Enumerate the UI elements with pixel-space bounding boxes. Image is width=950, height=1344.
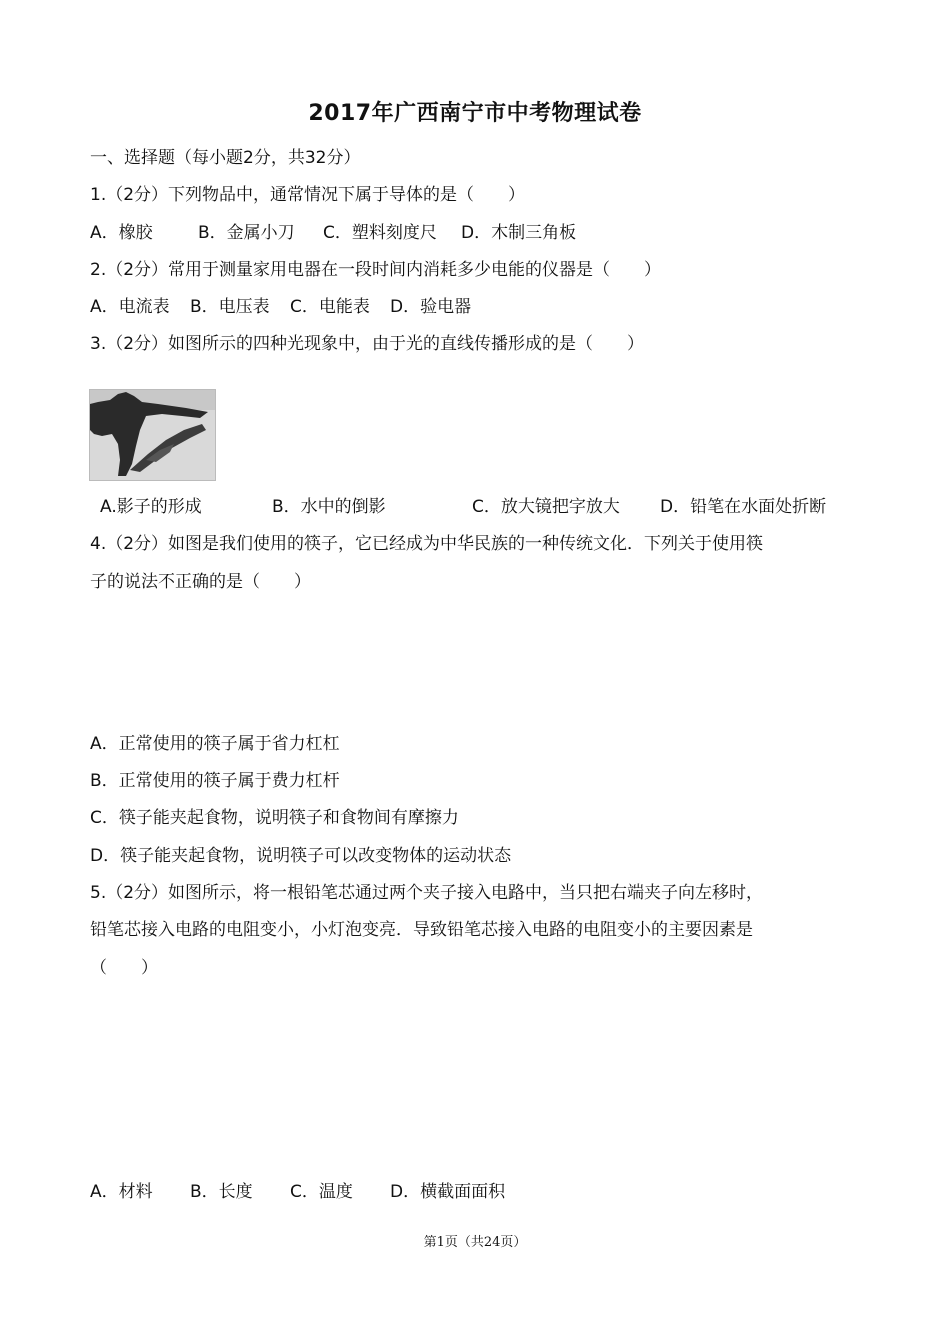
question-5-stem-line-2: 铅笔芯接入电路的电阻变小，小灯泡变亮．导致铅笔芯接入电路的电阻变小的主要因素是 (90, 920, 753, 940)
option-d: D．验电器 (390, 297, 472, 317)
question-5-stem-line-1: 5.（2分）如图所示，将一根铅笔芯通过两个夹子接入电路中，当只把右端夹子向左移时， (90, 883, 764, 903)
page-footer: 第1页（共24页） (423, 1235, 527, 1250)
question-4-stem-line-1: 4.（2分）如图是我们使用的筷子，它已经成为中华民族的一种传统文化．下列关于使用筷 (90, 534, 764, 554)
question-2-stem: 2.（2分）常用于测量家用电器在一段时间内消耗多少电能的仪器是（ ） (90, 260, 662, 280)
question-4-stem-line-2: 子的说法不正确的是（ ） (90, 572, 311, 592)
question-5-options (90, 1181, 505, 1203)
option-c: C．放大镜把字放大 (472, 497, 620, 517)
question-4-option-c: C．筷子能夹起食物，说明筷子和食物间有摩擦力 (90, 808, 459, 828)
section-heading: 一、选择题（每小题2分，共32分） (90, 148, 361, 168)
shadow-silhouette-icon (90, 390, 215, 480)
option-c: C．塑料刻度尺 (323, 223, 437, 243)
option-a: A．橡胶 (90, 223, 153, 243)
option-c: C．温度 (290, 1182, 353, 1202)
question-5-stem-line-3: （ ） (90, 958, 158, 978)
option-b: B．长度 (190, 1182, 253, 1202)
option-a: A．电流表 (90, 297, 170, 317)
page-title: 2017年广西南宁市中考物理试卷 (308, 101, 642, 126)
question-4-option-d: D．筷子能夹起食物，说明筷子可以改变物体的运动状态 (90, 846, 512, 866)
question-1-stem: 1.（2分）下列物品中，通常情况下属于导体的是（ ） (90, 185, 526, 205)
question-4-option-b: B．正常使用的筷子属于费力杠杆 (90, 771, 340, 791)
question-1-options (90, 222, 576, 244)
option-b: B．电压表 (190, 297, 270, 317)
option-a: A．材料 (90, 1182, 153, 1202)
option-c: C．电能表 (290, 297, 370, 317)
option-d: D．木制三角板 (461, 223, 577, 243)
question-4-option-a: A．正常使用的筷子属于省力杠杠 (90, 734, 340, 754)
question-3-options (100, 496, 826, 518)
option-d: D．横截面面积 (390, 1182, 506, 1202)
option-a: A.影子的形成 (100, 497, 202, 517)
question-3-stem: 3.（2分）如图所示的四种光现象中，由于光的直线传播形成的是（ ） (90, 334, 645, 354)
option-d: D．铅笔在水面处折断 (660, 497, 827, 517)
question-2-options (90, 296, 471, 318)
option-b: B．金属小刀 (198, 223, 295, 243)
shadow-figure-image (89, 389, 216, 481)
option-b: B．水中的倒影 (272, 497, 386, 517)
